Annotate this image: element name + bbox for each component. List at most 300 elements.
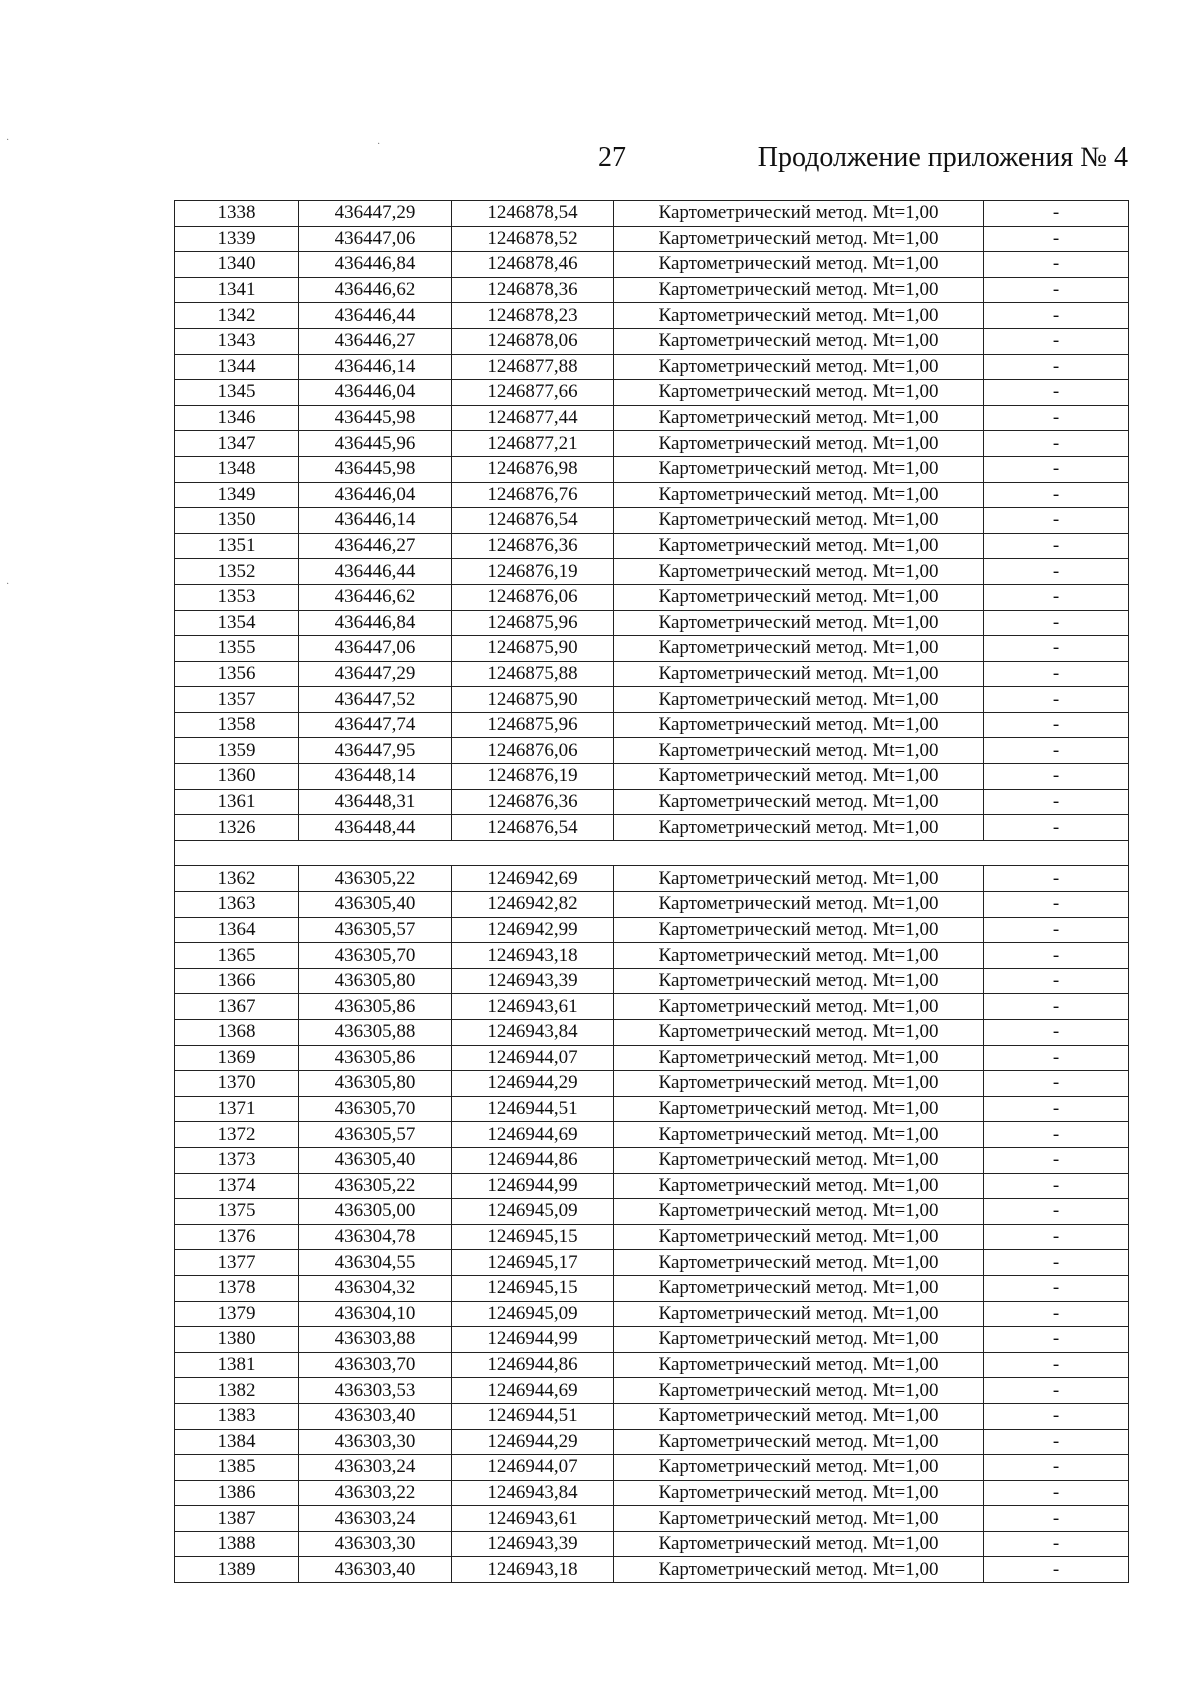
point-number-cell: 1351 (175, 533, 299, 559)
method-cell: Картометрический метод. Mt=1,00 (614, 1455, 984, 1481)
method-cell: Картометрический метод. Mt=1,00 (614, 1122, 984, 1148)
method-cell: Картометрический метод. Mt=1,00 (614, 687, 984, 713)
y-coordinate-cell: 1246944,07 (452, 1455, 614, 1481)
point-number-cell: 1380 (175, 1327, 299, 1353)
point-number-cell: 1369 (175, 1045, 299, 1071)
note-cell: - (984, 1301, 1129, 1327)
method-cell: Картометрический метод. Mt=1,00 (614, 815, 984, 841)
y-coordinate-cell: 1246878,36 (452, 277, 614, 303)
note-cell: - (984, 431, 1129, 457)
method-cell: Картометрический метод. Mt=1,00 (614, 1378, 984, 1404)
y-coordinate-cell: 1246944,07 (452, 1045, 614, 1071)
x-coordinate-cell: 436305,70 (299, 943, 452, 969)
x-coordinate-cell: 436305,80 (299, 968, 452, 994)
x-coordinate-cell: 436448,31 (299, 789, 452, 815)
y-coordinate-cell: 1246944,86 (452, 1147, 614, 1173)
method-cell: Картометрический метод. Mt=1,00 (614, 380, 984, 406)
method-cell: Картометрический метод. Mt=1,00 (614, 456, 984, 482)
method-cell: Картометрический метод. Mt=1,00 (614, 789, 984, 815)
method-cell: Картометрический метод. Mt=1,00 (614, 533, 984, 559)
note-cell: - (984, 1122, 1129, 1148)
method-cell: Картометрический метод. Mt=1,00 (614, 405, 984, 431)
point-number-cell: 1388 (175, 1531, 299, 1557)
point-number-cell: 1386 (175, 1480, 299, 1506)
method-cell: Картометрический метод. Mt=1,00 (614, 1045, 984, 1071)
table-row (175, 866, 1129, 892)
note-cell: - (984, 1429, 1129, 1455)
method-cell: Картометрический метод. Mt=1,00 (614, 1327, 984, 1353)
y-coordinate-cell: 1246876,36 (452, 533, 614, 559)
y-coordinate-cell: 1246943,18 (452, 943, 614, 969)
note-cell: - (984, 380, 1129, 406)
table-row (175, 943, 1129, 969)
note-cell: - (984, 1173, 1129, 1199)
table-row (175, 892, 1129, 918)
table-row (175, 1224, 1129, 1250)
point-number-cell: 1353 (175, 584, 299, 610)
y-coordinate-cell: 1246876,06 (452, 738, 614, 764)
note-cell: - (984, 1020, 1129, 1046)
method-cell: Картометрический метод. Mt=1,00 (614, 1199, 984, 1225)
table-row (175, 1275, 1129, 1301)
table-row (175, 584, 1129, 610)
note-cell: - (984, 1378, 1129, 1404)
point-number-cell: 1343 (175, 328, 299, 354)
method-cell: Картометрический метод. Mt=1,00 (614, 1557, 984, 1583)
y-coordinate-cell: 1246877,21 (452, 431, 614, 457)
x-coordinate-cell: 436305,40 (299, 892, 452, 918)
method-cell: Картометрический метод. Mt=1,00 (614, 201, 984, 227)
method-cell: Картометрический метод. Mt=1,00 (614, 661, 984, 687)
table-row (175, 1122, 1129, 1148)
page-number: 27 (598, 142, 626, 173)
table-row (175, 1506, 1129, 1532)
note-cell: - (984, 1096, 1129, 1122)
x-coordinate-cell: 436445,96 (299, 431, 452, 457)
x-coordinate-cell: 436304,10 (299, 1301, 452, 1327)
table-row (175, 764, 1129, 790)
method-cell: Картометрический метод. Mt=1,00 (614, 559, 984, 585)
y-coordinate-cell: 1246876,76 (452, 482, 614, 508)
y-coordinate-cell: 1246944,29 (452, 1071, 614, 1097)
y-coordinate-cell: 1246943,18 (452, 1557, 614, 1583)
y-coordinate-cell: 1246945,09 (452, 1301, 614, 1327)
x-coordinate-cell: 436304,55 (299, 1250, 452, 1276)
y-coordinate-cell: 1246942,82 (452, 892, 614, 918)
table-row (175, 1045, 1129, 1071)
method-cell: Картометрический метод. Mt=1,00 (614, 1403, 984, 1429)
note-cell: - (984, 405, 1129, 431)
method-cell: Картометрический метод. Mt=1,00 (614, 1275, 984, 1301)
y-coordinate-cell: 1246945,09 (452, 1199, 614, 1225)
point-number-cell: 1360 (175, 764, 299, 790)
x-coordinate-cell: 436448,14 (299, 764, 452, 790)
y-coordinate-cell: 1246945,15 (452, 1224, 614, 1250)
y-coordinate-cell: 1246943,61 (452, 1506, 614, 1532)
table-row (175, 1071, 1129, 1097)
page-title: Продолжение приложения № 4 (757, 142, 1128, 173)
note-cell: - (984, 789, 1129, 815)
point-number-cell: 1339 (175, 226, 299, 252)
x-coordinate-cell: 436303,24 (299, 1506, 452, 1532)
y-coordinate-cell: 1246877,88 (452, 354, 614, 380)
point-number-cell: 1326 (175, 815, 299, 841)
point-number-cell: 1361 (175, 789, 299, 815)
y-coordinate-cell: 1246878,06 (452, 328, 614, 354)
x-coordinate-cell: 436446,62 (299, 277, 452, 303)
method-cell: Картометрический метод. Mt=1,00 (614, 1020, 984, 1046)
point-number-cell: 1377 (175, 1250, 299, 1276)
y-coordinate-cell: 1246876,54 (452, 508, 614, 534)
method-cell: Картометрический метод. Mt=1,00 (614, 610, 984, 636)
table-row (175, 1557, 1129, 1583)
note-cell: - (984, 252, 1129, 278)
section-separator-cell (175, 840, 1129, 866)
x-coordinate-cell: 436303,30 (299, 1429, 452, 1455)
x-coordinate-cell: 436305,88 (299, 1020, 452, 1046)
table-row (175, 1096, 1129, 1122)
method-cell: Картометрический метод. Mt=1,00 (614, 1173, 984, 1199)
table-row (175, 1173, 1129, 1199)
x-coordinate-cell: 436303,40 (299, 1403, 452, 1429)
table-row (175, 431, 1129, 457)
point-number-cell: 1383 (175, 1403, 299, 1429)
y-coordinate-cell: 1246877,66 (452, 380, 614, 406)
y-coordinate-cell: 1246944,51 (452, 1096, 614, 1122)
x-coordinate-cell: 436446,04 (299, 482, 452, 508)
y-coordinate-cell: 1246942,69 (452, 866, 614, 892)
y-coordinate-cell: 1246875,96 (452, 712, 614, 738)
method-cell: Картометрический метод. Mt=1,00 (614, 303, 984, 329)
point-number-cell: 1356 (175, 661, 299, 687)
method-cell: Картометрический метод. Mt=1,00 (614, 1506, 984, 1532)
table-row (175, 1327, 1129, 1353)
x-coordinate-cell: 436305,22 (299, 1173, 452, 1199)
table-row (175, 1020, 1129, 1046)
note-cell: - (984, 1455, 1129, 1481)
y-coordinate-cell: 1246944,69 (452, 1122, 614, 1148)
point-number-cell: 1344 (175, 354, 299, 380)
page-header (0, 140, 1200, 180)
table-row (175, 1531, 1129, 1557)
table-row (175, 789, 1129, 815)
note-cell: - (984, 354, 1129, 380)
method-cell: Картометрический метод. Mt=1,00 (614, 431, 984, 457)
method-cell: Картометрический метод. Mt=1,00 (614, 1429, 984, 1455)
x-coordinate-cell: 436305,57 (299, 917, 452, 943)
x-coordinate-cell: 436303,30 (299, 1531, 452, 1557)
scan-speck-mark: · (6, 579, 10, 590)
x-coordinate-cell: 436447,74 (299, 712, 452, 738)
note-cell: - (984, 968, 1129, 994)
y-coordinate-cell: 1246943,61 (452, 994, 614, 1020)
point-number-cell: 1364 (175, 917, 299, 943)
point-number-cell: 1354 (175, 610, 299, 636)
point-number-cell: 1363 (175, 892, 299, 918)
note-cell: - (984, 1327, 1129, 1353)
table-row (175, 380, 1129, 406)
x-coordinate-cell: 436447,06 (299, 636, 452, 662)
point-number-cell: 1385 (175, 1455, 299, 1481)
method-cell: Картометрический метод. Mt=1,00 (614, 354, 984, 380)
method-cell: Картометрический метод. Mt=1,00 (614, 482, 984, 508)
note-cell: - (984, 636, 1129, 662)
x-coordinate-cell: 436304,78 (299, 1224, 452, 1250)
point-number-cell: 1341 (175, 277, 299, 303)
note-cell: - (984, 994, 1129, 1020)
x-coordinate-cell: 436305,57 (299, 1122, 452, 1148)
y-coordinate-cell: 1246875,90 (452, 636, 614, 662)
method-cell: Картометрический метод. Mt=1,00 (614, 1147, 984, 1173)
table-row (175, 1455, 1129, 1481)
point-number-cell: 1350 (175, 508, 299, 534)
x-coordinate-cell: 436446,84 (299, 252, 452, 278)
note-cell: - (984, 1480, 1129, 1506)
table-row (175, 277, 1129, 303)
point-number-cell: 1387 (175, 1506, 299, 1532)
point-number-cell: 1338 (175, 201, 299, 227)
method-cell: Картометрический метод. Mt=1,00 (614, 1250, 984, 1276)
note-cell: - (984, 1045, 1129, 1071)
table-row (175, 405, 1129, 431)
point-number-cell: 1358 (175, 712, 299, 738)
note-cell: - (984, 303, 1129, 329)
note-cell: - (984, 687, 1129, 713)
note-cell: - (984, 584, 1129, 610)
y-coordinate-cell: 1246944,51 (452, 1403, 614, 1429)
method-cell: Картометрический метод. Mt=1,00 (614, 252, 984, 278)
y-coordinate-cell: 1246945,17 (452, 1250, 614, 1276)
x-coordinate-cell: 436305,40 (299, 1147, 452, 1173)
x-coordinate-cell: 436446,14 (299, 508, 452, 534)
note-cell: - (984, 1147, 1129, 1173)
x-coordinate-cell: 436446,27 (299, 533, 452, 559)
note-cell: - (984, 610, 1129, 636)
y-coordinate-cell: 1246876,06 (452, 584, 614, 610)
table-row (175, 610, 1129, 636)
note-cell: - (984, 482, 1129, 508)
table-row (175, 1429, 1129, 1455)
point-number-cell: 1381 (175, 1352, 299, 1378)
point-number-cell: 1362 (175, 866, 299, 892)
y-coordinate-cell: 1246875,88 (452, 661, 614, 687)
note-cell: - (984, 1352, 1129, 1378)
method-cell: Картометрический метод. Mt=1,00 (614, 738, 984, 764)
x-coordinate-cell: 436447,52 (299, 687, 452, 713)
note-cell: - (984, 866, 1129, 892)
point-number-cell: 1370 (175, 1071, 299, 1097)
note-cell: - (984, 533, 1129, 559)
x-coordinate-cell: 436447,29 (299, 201, 452, 227)
method-cell: Картометрический метод. Mt=1,00 (614, 277, 984, 303)
point-number-cell: 1384 (175, 1429, 299, 1455)
note-cell: - (984, 738, 1129, 764)
table-row (175, 1199, 1129, 1225)
method-cell: Картометрический метод. Mt=1,00 (614, 636, 984, 662)
coordinates-table (174, 200, 1129, 1583)
y-coordinate-cell: 1246878,23 (452, 303, 614, 329)
x-coordinate-cell: 436448,44 (299, 815, 452, 841)
point-number-cell: 1378 (175, 1275, 299, 1301)
table-row (175, 201, 1129, 227)
x-coordinate-cell: 436303,53 (299, 1378, 452, 1404)
y-coordinate-cell: 1246944,99 (452, 1327, 614, 1353)
x-coordinate-cell: 436305,80 (299, 1071, 452, 1097)
y-coordinate-cell: 1246943,39 (452, 968, 614, 994)
y-coordinate-cell: 1246944,86 (452, 1352, 614, 1378)
table-row (175, 815, 1129, 841)
x-coordinate-cell: 436303,40 (299, 1557, 452, 1583)
table-row (175, 1378, 1129, 1404)
y-coordinate-cell: 1246878,52 (452, 226, 614, 252)
method-cell: Картометрический метод. Mt=1,00 (614, 1301, 984, 1327)
scan-speck-mark: · (377, 139, 381, 150)
table-row (175, 661, 1129, 687)
method-cell: Картометрический метод. Mt=1,00 (614, 1224, 984, 1250)
point-number-cell: 1382 (175, 1378, 299, 1404)
table-row (175, 994, 1129, 1020)
x-coordinate-cell: 436446,62 (299, 584, 452, 610)
method-cell: Картометрический метод. Mt=1,00 (614, 994, 984, 1020)
y-coordinate-cell: 1246875,96 (452, 610, 614, 636)
method-cell: Картометрический метод. Mt=1,00 (614, 1096, 984, 1122)
method-cell: Картометрический метод. Mt=1,00 (614, 892, 984, 918)
x-coordinate-cell: 436303,88 (299, 1327, 452, 1353)
note-cell: - (984, 943, 1129, 969)
method-cell: Картометрический метод. Mt=1,00 (614, 764, 984, 790)
note-cell: - (984, 1403, 1129, 1429)
x-coordinate-cell: 436447,95 (299, 738, 452, 764)
note-cell: - (984, 559, 1129, 585)
x-coordinate-cell: 436305,00 (299, 1199, 452, 1225)
point-number-cell: 1355 (175, 636, 299, 662)
method-cell: Картометрический метод. Mt=1,00 (614, 917, 984, 943)
section-separator-row (175, 840, 1129, 866)
note-cell: - (984, 1199, 1129, 1225)
x-coordinate-cell: 436304,32 (299, 1275, 452, 1301)
point-number-cell: 1345 (175, 380, 299, 406)
y-coordinate-cell: 1246877,44 (452, 405, 614, 431)
y-coordinate-cell: 1246878,54 (452, 201, 614, 227)
point-number-cell: 1347 (175, 431, 299, 457)
y-coordinate-cell: 1246944,99 (452, 1173, 614, 1199)
note-cell: - (984, 456, 1129, 482)
x-coordinate-cell: 436446,84 (299, 610, 452, 636)
x-coordinate-cell: 436446,44 (299, 303, 452, 329)
y-coordinate-cell: 1246945,15 (452, 1275, 614, 1301)
table-row (175, 533, 1129, 559)
y-coordinate-cell: 1246876,19 (452, 559, 614, 585)
x-coordinate-cell: 436445,98 (299, 456, 452, 482)
method-cell: Картометрический метод. Mt=1,00 (614, 328, 984, 354)
point-number-cell: 1340 (175, 252, 299, 278)
note-cell: - (984, 1224, 1129, 1250)
note-cell: - (984, 1250, 1129, 1276)
x-coordinate-cell: 436446,27 (299, 328, 452, 354)
point-number-cell: 1359 (175, 738, 299, 764)
table-row (175, 328, 1129, 354)
table-row (175, 1403, 1129, 1429)
method-cell: Картометрический метод. Mt=1,00 (614, 866, 984, 892)
table-row (175, 1480, 1129, 1506)
point-number-cell: 1379 (175, 1301, 299, 1327)
note-cell: - (984, 508, 1129, 534)
note-cell: - (984, 328, 1129, 354)
table-row (175, 738, 1129, 764)
table-row (175, 456, 1129, 482)
method-cell: Картометрический метод. Mt=1,00 (614, 584, 984, 610)
x-coordinate-cell: 436305,86 (299, 994, 452, 1020)
note-cell: - (984, 1557, 1129, 1583)
note-cell: - (984, 764, 1129, 790)
method-cell: Картометрический метод. Mt=1,00 (614, 226, 984, 252)
table-row (175, 1250, 1129, 1276)
method-cell: Картометрический метод. Mt=1,00 (614, 712, 984, 738)
table-row (175, 968, 1129, 994)
y-coordinate-cell: 1246875,90 (452, 687, 614, 713)
note-cell: - (984, 277, 1129, 303)
x-coordinate-cell: 436305,22 (299, 866, 452, 892)
point-number-cell: 1368 (175, 1020, 299, 1046)
method-cell: Картометрический метод. Mt=1,00 (614, 1352, 984, 1378)
x-coordinate-cell: 436446,44 (299, 559, 452, 585)
note-cell: - (984, 712, 1129, 738)
point-number-cell: 1342 (175, 303, 299, 329)
x-coordinate-cell: 436447,29 (299, 661, 452, 687)
table-row (175, 712, 1129, 738)
method-cell: Картометрический метод. Mt=1,00 (614, 1071, 984, 1097)
point-number-cell: 1349 (175, 482, 299, 508)
point-number-cell: 1346 (175, 405, 299, 431)
table-row (175, 482, 1129, 508)
y-coordinate-cell: 1246876,98 (452, 456, 614, 482)
scan-speck-mark: · (6, 135, 10, 146)
point-number-cell: 1352 (175, 559, 299, 585)
point-number-cell: 1375 (175, 1199, 299, 1225)
y-coordinate-cell: 1246876,54 (452, 815, 614, 841)
method-cell: Картометрический метод. Mt=1,00 (614, 1480, 984, 1506)
point-number-cell: 1371 (175, 1096, 299, 1122)
method-cell: Картометрический метод. Mt=1,00 (614, 968, 984, 994)
note-cell: - (984, 892, 1129, 918)
point-number-cell: 1372 (175, 1122, 299, 1148)
table-row (175, 226, 1129, 252)
y-coordinate-cell: 1246944,29 (452, 1429, 614, 1455)
y-coordinate-cell: 1246876,36 (452, 789, 614, 815)
point-number-cell: 1376 (175, 1224, 299, 1250)
x-coordinate-cell: 436445,98 (299, 405, 452, 431)
table-row (175, 687, 1129, 713)
point-number-cell: 1348 (175, 456, 299, 482)
y-coordinate-cell: 1246943,84 (452, 1020, 614, 1046)
table-row (175, 636, 1129, 662)
note-cell: - (984, 1275, 1129, 1301)
x-coordinate-cell: 436446,14 (299, 354, 452, 380)
x-coordinate-cell: 436303,24 (299, 1455, 452, 1481)
point-number-cell: 1367 (175, 994, 299, 1020)
y-coordinate-cell: 1246944,69 (452, 1378, 614, 1404)
y-coordinate-cell: 1246943,39 (452, 1531, 614, 1557)
point-number-cell: 1365 (175, 943, 299, 969)
point-number-cell: 1373 (175, 1147, 299, 1173)
x-coordinate-cell: 436446,04 (299, 380, 452, 406)
y-coordinate-cell: 1246878,46 (452, 252, 614, 278)
table-row (175, 1147, 1129, 1173)
table-row (175, 354, 1129, 380)
table-row (175, 303, 1129, 329)
y-coordinate-cell: 1246876,19 (452, 764, 614, 790)
table-row (175, 917, 1129, 943)
